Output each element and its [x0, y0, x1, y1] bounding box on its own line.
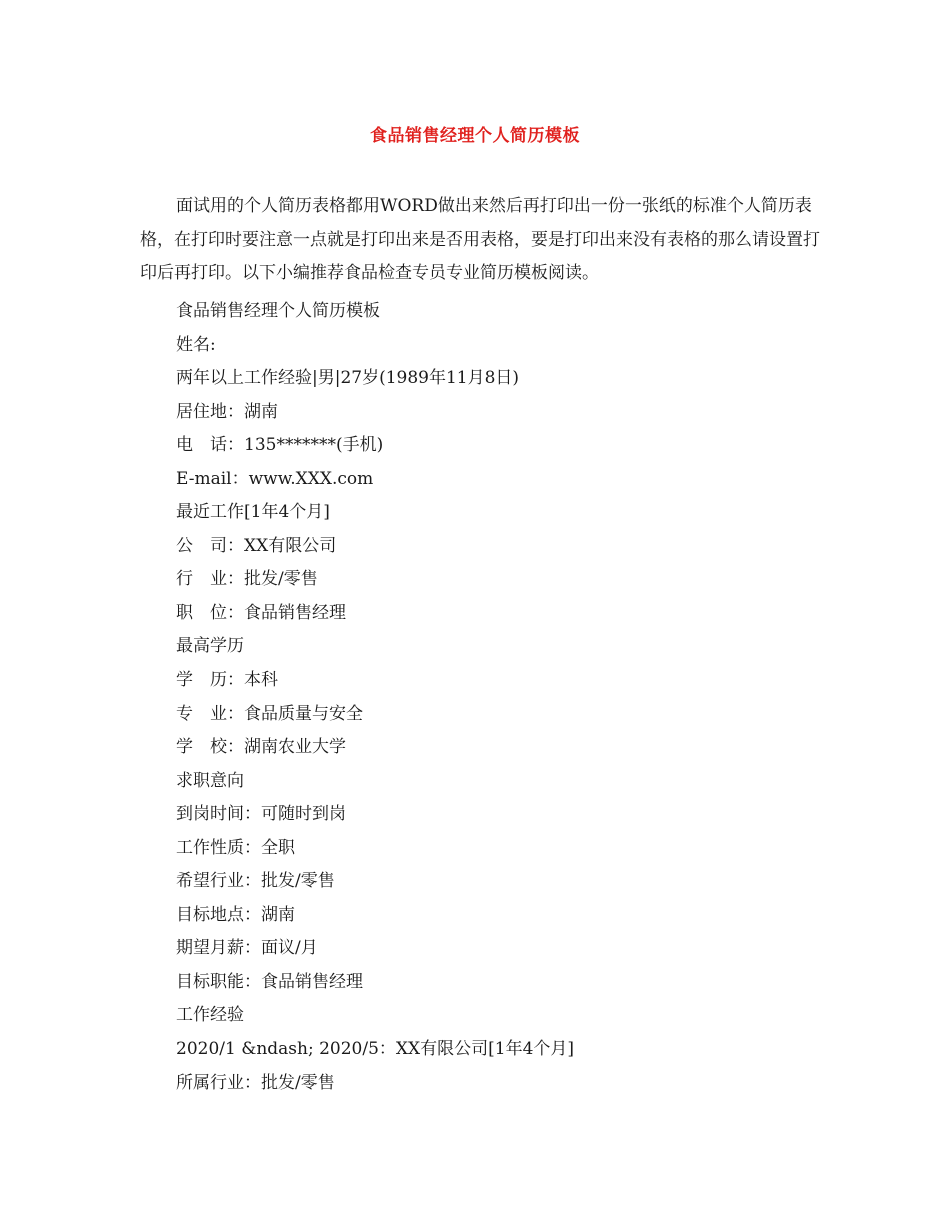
resume-line: 学 校：湖南农业大学 — [176, 737, 346, 758]
resume-line: 职 位：食品销售经理 — [176, 602, 346, 623]
resume-line: 目标职能：食品销售经理 — [176, 971, 363, 992]
resume-line: 最近工作[1年4个月] — [176, 502, 330, 523]
resume-line: 学 历：本科 — [176, 670, 278, 691]
resume-line: 公 司：XX有限公司 — [176, 535, 337, 556]
resume-line: 专 业：食品质量与安全 — [176, 703, 363, 724]
resume-line: 目标地点：湖南 — [176, 904, 295, 925]
resume-line: 2020/1 &ndash; 2020/5：XX有限公司[1年4个月] — [176, 1039, 575, 1060]
intro-paragraph: 面试用的个人简历表格都用WORD做出来然后再打印出一份一张纸的标准个人简历表格，在打印时要注意一点就是打印出来是否用表格，要是打印出来没有表格的那么请设置打印后再打印。以下小编推荐食品检查专员专业简历模板阅读。 — [140, 196, 820, 284]
resume-line: 两年以上工作经验|男|27岁(1989年11月8日) — [176, 368, 520, 389]
resume-line: E-mail：www.XXX.com — [176, 468, 374, 489]
resume-line: 工作性质：全职 — [176, 837, 295, 858]
document-title: 食品销售经理个人简历模板 — [370, 126, 580, 146]
resume-line: 期望月薪：面议/月 — [176, 938, 318, 959]
resume-line: 最高学历 — [176, 636, 244, 657]
resume-line: 居住地：湖南 — [176, 401, 278, 422]
resume-line: 姓名: — [176, 334, 216, 355]
resume-line: 行 业：批发/零售 — [176, 569, 318, 590]
resume-line: 到岗时间：可随时到岗 — [176, 804, 346, 825]
resume-line: 希望行业：批发/零售 — [176, 871, 335, 892]
resume-line: 电 话：135*******(手机) — [176, 435, 384, 456]
resume-lines — [176, 295, 836, 1100]
resume-line: 食品销售经理个人简历模板 — [176, 301, 380, 321]
resume-line: 所属行业：批发/零售 — [176, 1072, 335, 1093]
resume-line: 求职意向 — [176, 770, 244, 791]
resume-line: 工作经验 — [176, 1005, 244, 1026]
